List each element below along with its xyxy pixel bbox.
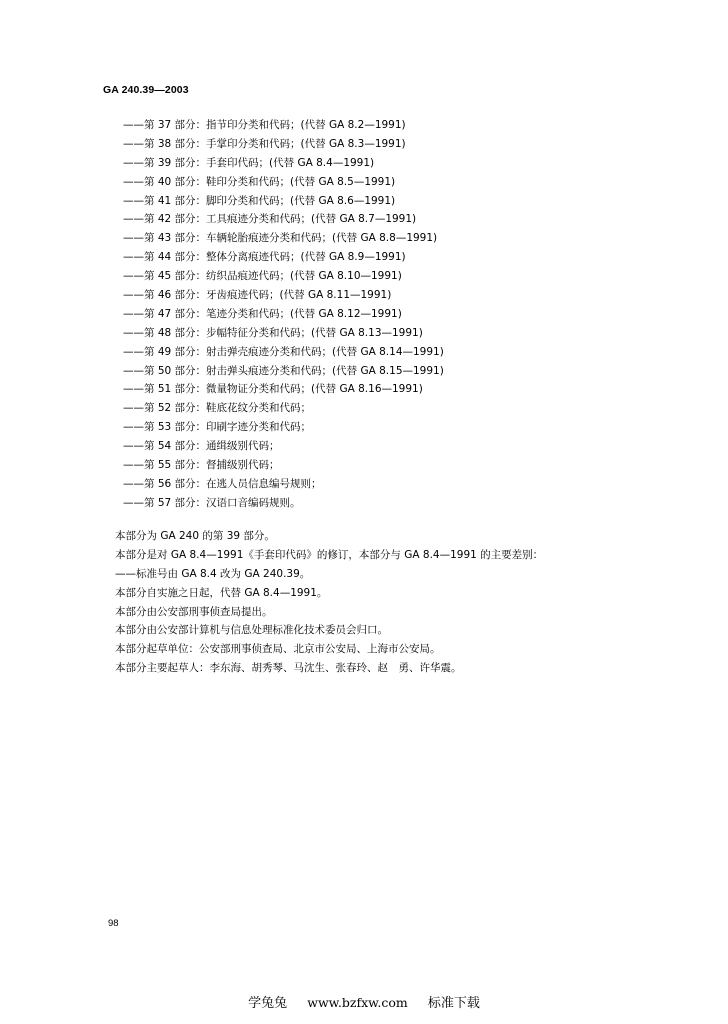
part-38: ——第 38 部分：手掌印分类和代码；(代替 GA 8.3—1991) xyxy=(123,137,406,150)
footer-url-link[interactable]: www.bzfxw.com xyxy=(307,995,408,1010)
part-41: ——第 41 部分：脚印分类和代码；(代替 GA 8.6—1991) xyxy=(123,194,396,207)
part-49: ——第 49 部分：射击弹壳痕迹分类和代码；(代替 GA 8.14—1991) xyxy=(123,345,444,358)
part-44: ——第 44 部分：整体分离痕迹代码；(代替 GA 8.9—1991) xyxy=(123,251,406,264)
paragraph-supersedes: 本部分自实施之日起，代替 GA 8.4—1991。 xyxy=(115,586,328,599)
paragraph-difference-item: ——标准号由 GA 8.4 改为 GA 240.39。 xyxy=(115,567,311,580)
paragraph-drafting-units: 本部分起草单位：公安部刑事侦查局、北京市公安局、上海市公安局。 xyxy=(115,643,441,656)
site-footer xyxy=(0,992,728,1011)
part-50: ——第 50 部分：射击弹头痕迹分类和代码；(代替 GA 8.15—1991) xyxy=(123,364,444,377)
part-57: ——第 57 部分：汉语口音编码规则。 xyxy=(123,496,301,509)
part-48: ——第 48 部分：步幅特征分类和代码；(代替 GA 8.13—1991) xyxy=(123,326,423,339)
part-52: ——第 52 部分：鞋底花纹分类和代码； xyxy=(123,402,312,415)
footer-tagline: 标准下载 xyxy=(427,996,480,1011)
part-55: ——第 55 部分：督捕级别代码； xyxy=(123,459,280,472)
footer-site-name: 学兔兔 xyxy=(248,996,288,1011)
parts-list xyxy=(123,116,444,513)
foreword-paragraphs xyxy=(115,527,543,678)
part-43: ——第 43 部分：车辆轮胎痕迹分类和代码；(代替 GA 8.8—1991) xyxy=(123,232,438,245)
document-code-header: GA 240.39—2003 xyxy=(103,84,189,96)
part-45: ——第 45 部分：纺织品痕迹代码；(代替 GA 8.10—1991) xyxy=(123,270,402,283)
part-51: ——第 51 部分：微量物证分类和代码；(代替 GA 8.16—1991) xyxy=(123,383,423,396)
part-54: ——第 54 部分：通缉级别代码； xyxy=(123,440,280,453)
part-46: ——第 46 部分：牙齿痕迹代码；(代替 GA 8.11—1991) xyxy=(123,289,392,302)
paragraph-part-statement: 本部分为 GA 240 的第 39 部分。 xyxy=(115,530,275,542)
part-39: ——第 39 部分：手套印代码；(代替 GA 8.4—1991) xyxy=(123,156,375,169)
part-53: ——第 53 部分：印刷字迹分类和代码； xyxy=(123,421,312,434)
part-47: ——第 47 部分：笔迹分类和代码；(代替 GA 8.12—1991) xyxy=(123,307,402,320)
paragraph-drafters: 本部分主要起草人：李东海、胡秀琴、马沈生、张春玲、赵 勇、许华震。 xyxy=(115,662,462,675)
part-40: ——第 40 部分：鞋印分类和代码；(代替 GA 8.5—1991) xyxy=(123,175,396,188)
part-37: ——第 37 部分：指节印分类和代码；(代替 GA 8.2—1991) xyxy=(123,119,406,131)
page-number: 98 xyxy=(108,918,119,929)
part-56: ——第 56 部分：在逃人员信息编号规则； xyxy=(123,477,322,490)
paragraph-centralized-by: 本部分由公安部计算机与信息处理标准化技术委员会归口。 xyxy=(115,624,388,637)
part-42: ——第 42 部分：工具痕迹分类和代码；(代替 GA 8.7—1991) xyxy=(123,213,417,226)
paragraph-revision-note: 本部分是对 GA 8.4—1991《手套印代码》的修订，本部分与 GA 8.4—1991 的主要差别： xyxy=(115,548,544,561)
paragraph-proposed-by: 本部分由公安部刑事侦查局提出。 xyxy=(115,605,273,618)
